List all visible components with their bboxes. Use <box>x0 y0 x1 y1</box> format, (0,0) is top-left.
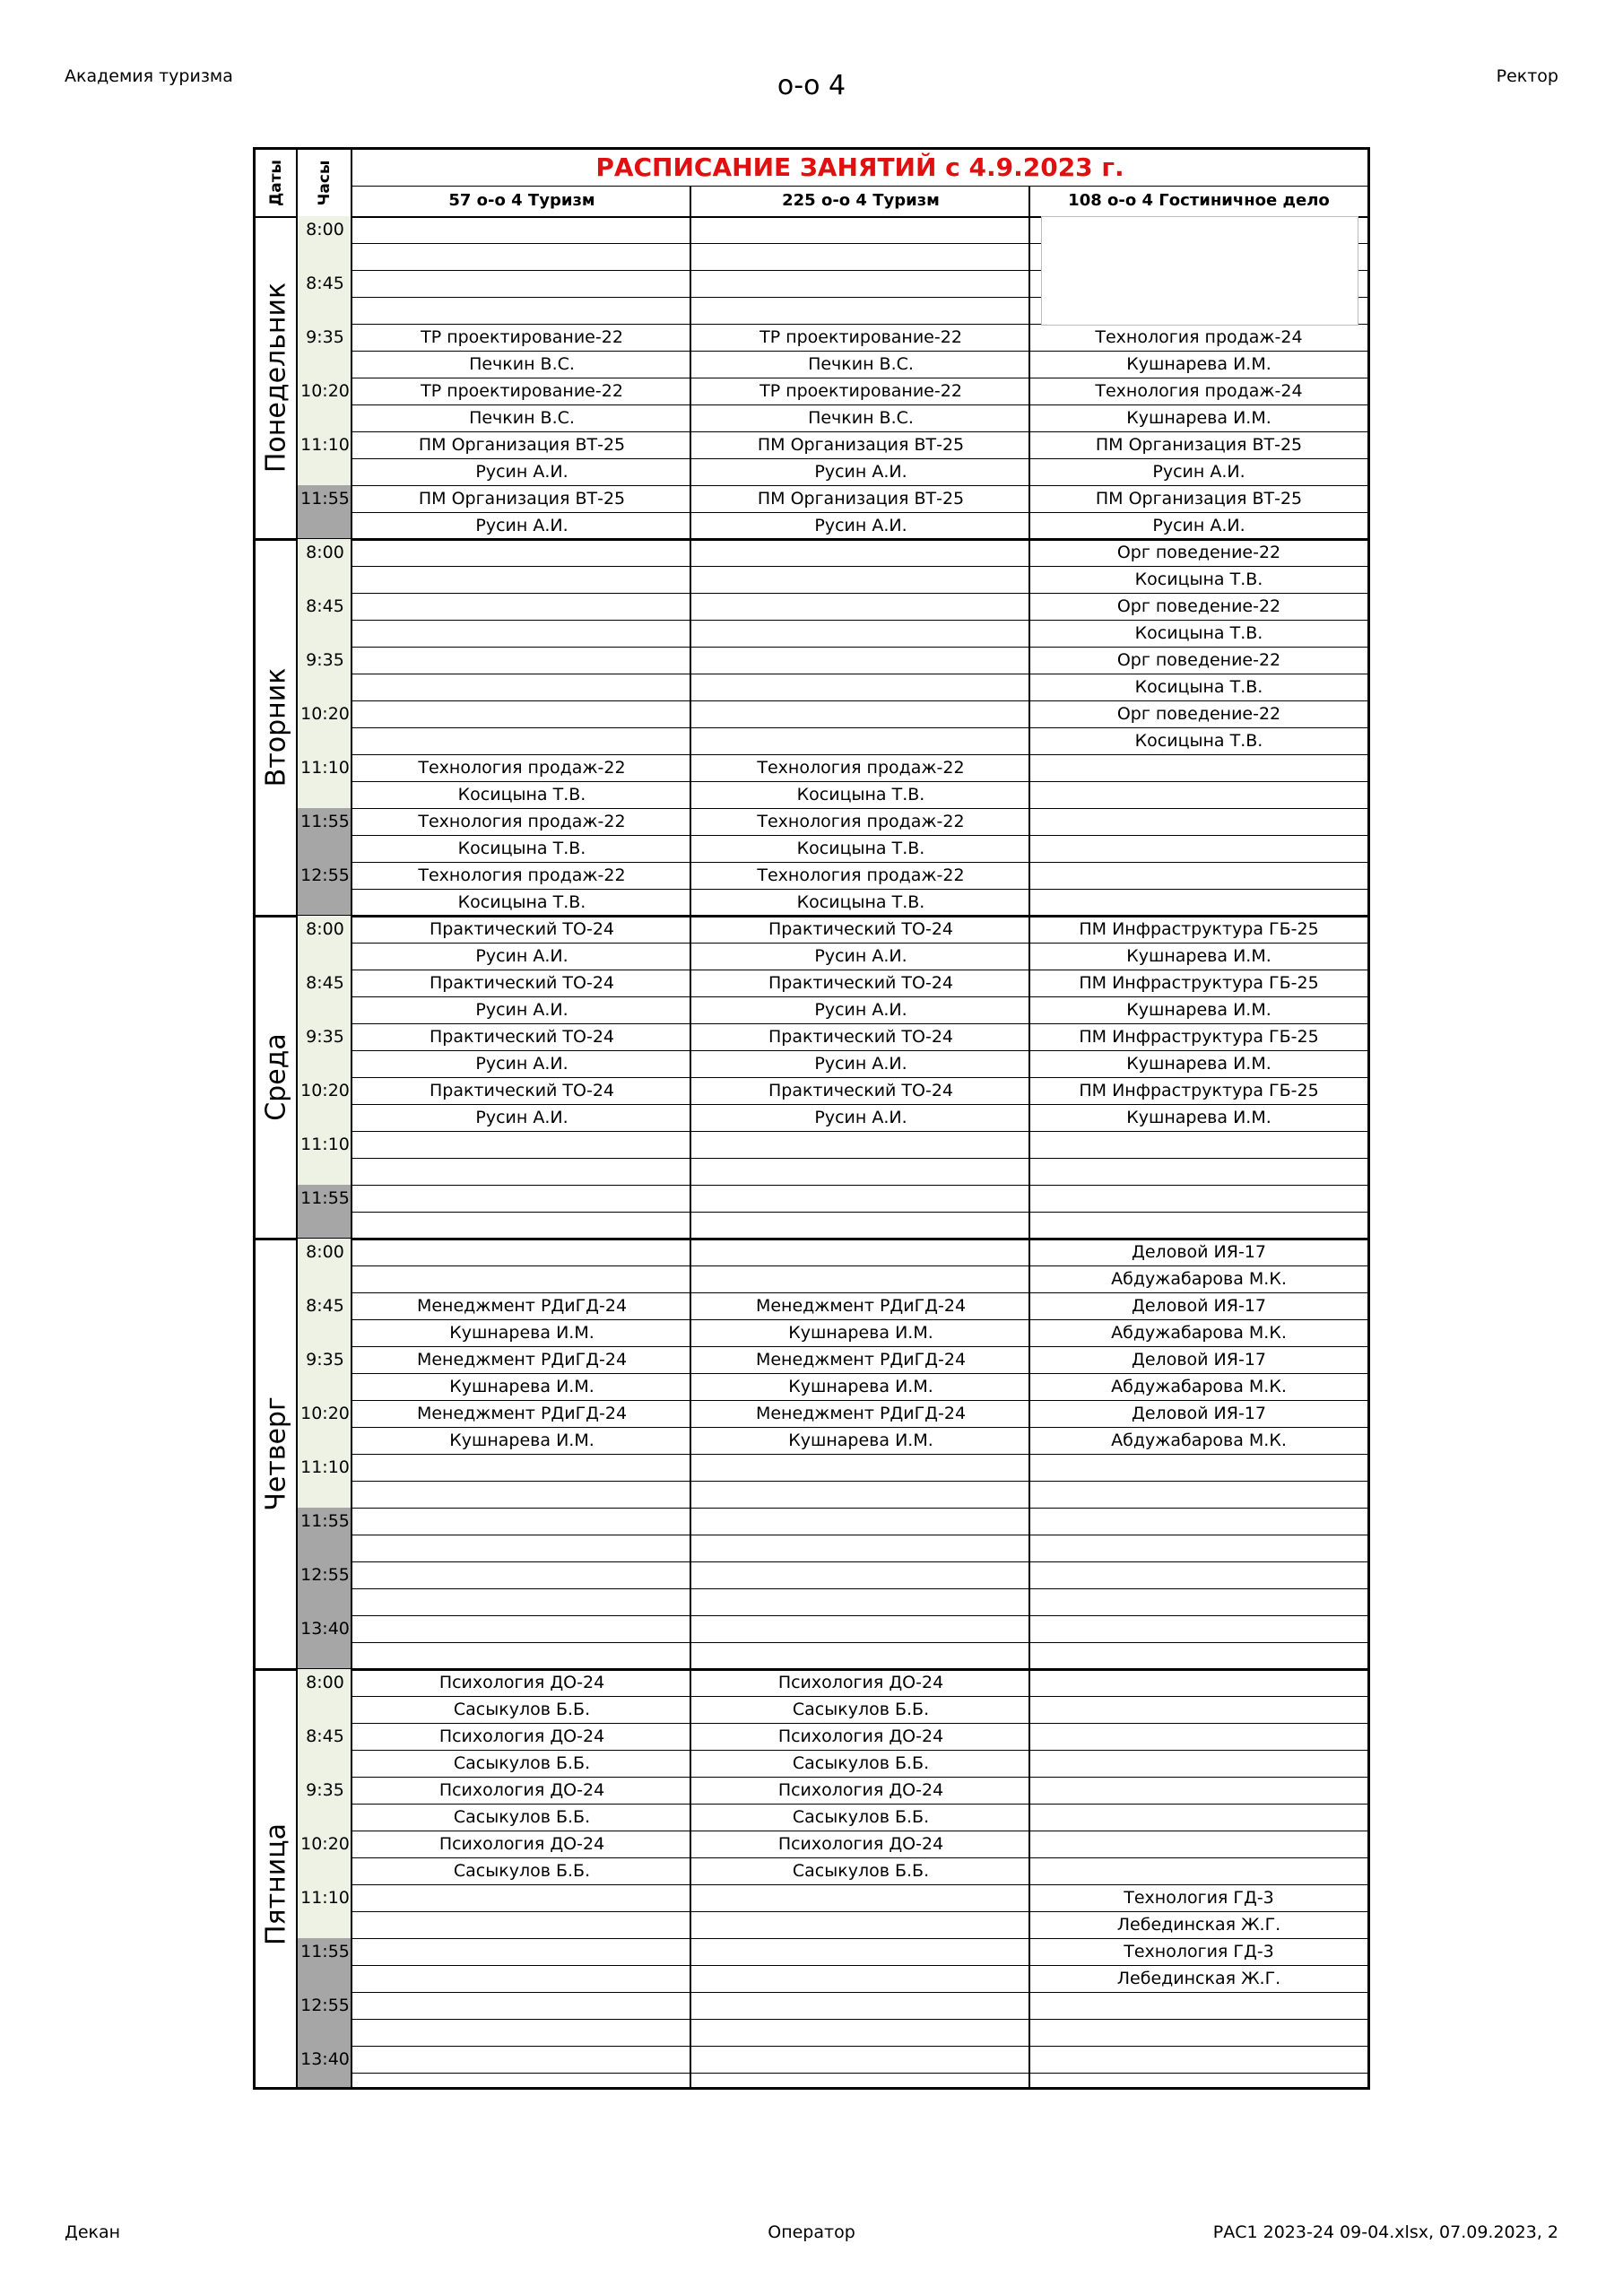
lesson-subject: ПМ Организация ВТ-25 <box>757 435 965 455</box>
lesson-teacher: Кушнарева И.М. <box>449 1377 595 1396</box>
lesson-teacher: Русин А.И. <box>1152 516 1245 535</box>
lesson-teacher: Русин А.И. <box>814 1054 907 1074</box>
lesson-subject: ТР проектирование-22 <box>421 381 623 401</box>
lesson-subject: ПМ Организация ВТ-25 <box>1095 435 1303 455</box>
lesson-subject: ПМ Организация ВТ-25 <box>1095 489 1303 509</box>
lesson-subject: Орг поведение-22 <box>1116 650 1281 670</box>
lesson-subject: ТР проектирование-22 <box>421 327 623 347</box>
lesson-teacher: Русин А.И. <box>814 1000 907 1020</box>
lesson-teacher: Кушнарева И.М. <box>1126 354 1271 374</box>
lesson-subject: Технология продаж-22 <box>757 865 965 885</box>
lesson-subject: Деловой ИЯ-17 <box>1132 1242 1266 1262</box>
lesson-subject: Технология продаж-22 <box>418 812 626 831</box>
lesson-teacher: Абдужабарова М.К. <box>1111 1377 1287 1396</box>
blank-note-box <box>1041 216 1358 326</box>
lesson-teacher: Косицына Т.В. <box>457 785 586 804</box>
lesson-subject: Технология продаж-22 <box>757 812 965 831</box>
slot-line <box>298 1131 1367 1132</box>
row-line <box>352 1642 1367 1643</box>
lesson-subject: Технология продаж-24 <box>1095 381 1303 401</box>
lesson-teacher: Сасыкулов Б.Б. <box>453 1861 591 1881</box>
slot-line <box>298 1292 1367 1293</box>
lesson-teacher: Кушнарева И.М. <box>788 1377 933 1396</box>
time-slot: 8:45 <box>306 973 344 993</box>
lesson-subject: Менеджмент РДиГД-24 <box>755 1404 967 1423</box>
lesson-teacher: Сасыкулов Б.Б. <box>453 1700 591 1719</box>
time-slot: 13:40 <box>300 2049 350 2069</box>
row-line <box>352 1804 1367 1805</box>
slot-line <box>298 1346 1367 1347</box>
footer-dean: Декан <box>65 2222 121 2242</box>
lesson-teacher: Сасыкулов Б.Б. <box>792 1753 930 1773</box>
row-line <box>352 1481 1367 1482</box>
lesson-teacher: Сасыкулов Б.Б. <box>792 1700 930 1719</box>
lesson-teacher: Печкин В.С. <box>469 408 575 428</box>
time-slot: 11:10 <box>300 1888 350 1908</box>
lesson-subject: ПМ Организация ВТ-25 <box>757 489 965 509</box>
lesson-teacher: Русин А.И. <box>814 516 907 535</box>
row-line <box>352 1050 1367 1051</box>
day-separator <box>256 1238 1367 1240</box>
lesson-teacher: Русин А.И. <box>814 462 907 482</box>
lesson-subject: Психология ДО-24 <box>777 1834 944 1854</box>
header-institution: Академия туризма <box>65 66 233 86</box>
row-line <box>352 1427 1367 1428</box>
row-line <box>352 2019 1367 2020</box>
slot-line <box>298 1938 1367 1939</box>
lesson-teacher: Косицына Т.В. <box>1134 731 1263 751</box>
lesson-subject: Деловой ИЯ-17 <box>1132 1350 1266 1370</box>
lesson-teacher: Русин А.И. <box>475 516 568 535</box>
header-group: о-о 4 <box>777 70 846 101</box>
slot-line <box>298 485 1367 486</box>
row-line <box>352 512 1367 513</box>
day-separator <box>256 915 1367 918</box>
row-line <box>352 1911 1367 1912</box>
title-divider <box>352 186 1367 187</box>
group-header-1: 57 о-о 4 Туризм <box>448 191 595 210</box>
time-slot: 8:45 <box>306 596 344 616</box>
footer-operator: Оператор <box>768 2222 855 2242</box>
time-slot: 10:20 <box>300 1404 350 1423</box>
lesson-subject: Практический ТО-24 <box>768 1027 954 1047</box>
lesson-teacher: Русин А.И. <box>475 462 568 482</box>
lesson-teacher: Сасыкулов Б.Б. <box>792 1807 930 1827</box>
time-slot: 11:10 <box>300 435 350 455</box>
time-slot: 8:00 <box>306 919 344 939</box>
lesson-teacher: Русин А.И. <box>475 946 568 966</box>
footer-file-info: РАС1 2023-24 09-04.xlsx, 07.09.2023, 2 <box>1212 2222 1558 2242</box>
slot-line <box>298 1777 1367 1778</box>
slot-line <box>298 1454 1367 1455</box>
time-slot: 8:45 <box>306 274 344 293</box>
lesson-teacher: Абдужабарова М.К. <box>1111 1323 1287 1343</box>
time-slot: 8:00 <box>306 543 344 562</box>
group-header-3: 108 о-о 4 Гостиничное дело <box>1068 191 1330 210</box>
lesson-teacher: Русин А.И. <box>475 1054 568 1074</box>
slot-line <box>298 1615 1367 1616</box>
lesson-subject: Орг поведение-22 <box>1116 704 1281 724</box>
row-line <box>352 351 1367 352</box>
lesson-subject: Психология ДО-24 <box>438 1673 605 1692</box>
row-line <box>352 1212 1367 1213</box>
time-slot: 11:55 <box>300 1942 350 1961</box>
slot-line <box>298 1884 1367 1885</box>
row-line <box>352 889 1367 890</box>
lesson-teacher: Кушнарева И.М. <box>1126 1108 1271 1127</box>
lesson-teacher: Абдужабарова М.К. <box>1111 1431 1287 1450</box>
time-slot: 12:55 <box>300 1565 350 1585</box>
lesson-subject: Психология ДО-24 <box>438 1726 605 1746</box>
time-slot: 10:20 <box>300 1081 350 1100</box>
time-slot: 9:35 <box>306 1780 344 1800</box>
lesson-teacher: Косицына Т.В. <box>1134 677 1263 697</box>
time-slot: 9:35 <box>306 1350 344 1370</box>
slot-line <box>298 431 1367 432</box>
time-slot: 11:55 <box>300 812 350 831</box>
col-divider-group-1 <box>690 186 691 2087</box>
row-line <box>352 404 1367 405</box>
lesson-subject: Технология продаж-22 <box>757 758 965 778</box>
lesson-teacher: Кушнарева И.М. <box>449 1323 595 1343</box>
lesson-subject: Технология продаж-22 <box>418 865 626 885</box>
slot-line <box>298 700 1367 701</box>
col-divider-group-2 <box>1028 186 1030 2087</box>
lesson-subject: Психология ДО-24 <box>777 1726 944 1746</box>
day-label: Среда <box>260 1033 292 1121</box>
lesson-subject: Деловой ИЯ-17 <box>1132 1404 1266 1423</box>
lesson-subject: ПМ Организация ВТ-25 <box>418 435 626 455</box>
day-separator <box>256 1668 1367 1671</box>
day-label: Вторник <box>260 667 292 787</box>
row-line <box>352 566 1367 567</box>
day-label: Четверг <box>260 1396 292 1511</box>
lesson-teacher: Печкин В.С. <box>469 354 575 374</box>
lesson-subject: Технология продаж-24 <box>1095 327 1303 347</box>
lesson-teacher: Кушнарева И.М. <box>1126 1000 1271 1020</box>
lesson-teacher: Кушнарева И.М. <box>449 1431 595 1450</box>
lesson-subject: Практический ТО-24 <box>429 919 615 939</box>
day-separator <box>256 538 1367 541</box>
row-line <box>352 1696 1367 1697</box>
time-slot: 8:45 <box>306 1726 344 1746</box>
schedule-table <box>253 147 1370 2090</box>
lesson-teacher: Русин А.И. <box>814 1108 907 1127</box>
slot-line <box>298 1400 1367 1401</box>
lesson-subject: ПМ Инфраструктура ГБ-25 <box>1079 973 1319 993</box>
slot-line <box>298 862 1367 863</box>
slot-line <box>298 754 1367 755</box>
lesson-teacher: Кушнарева И.М. <box>1126 408 1271 428</box>
lesson-subject: Технология ГД-3 <box>1124 1888 1274 1908</box>
time-slot: 11:10 <box>300 758 350 778</box>
row-line <box>352 1104 1367 1105</box>
row-line <box>352 1857 1367 1858</box>
time-slot: 9:35 <box>306 327 344 347</box>
lesson-subject: Менеджмент РДиГД-24 <box>416 1296 628 1316</box>
row-line <box>352 835 1367 836</box>
slot-line <box>298 1185 1367 1186</box>
row-line <box>352 1373 1367 1374</box>
row-line <box>352 1588 1367 1589</box>
lesson-teacher: Косицына Т.В. <box>457 892 586 912</box>
slot-line <box>298 808 1367 809</box>
lesson-subject: Орг поведение-22 <box>1116 596 1281 616</box>
lesson-subject: ПМ Инфраструктура ГБ-25 <box>1079 1027 1319 1047</box>
lesson-teacher: Косицына Т.В. <box>457 839 586 858</box>
slot-line <box>298 1561 1367 1562</box>
lesson-teacher: Косицына Т.В. <box>796 839 925 858</box>
row-line <box>352 1265 1367 1266</box>
time-slot: 11:10 <box>300 1135 350 1154</box>
lesson-subject: ПМ Инфраструктура ГБ-25 <box>1079 919 1319 939</box>
lesson-teacher: Кушнарева И.М. <box>1126 1054 1271 1074</box>
lesson-teacher: Русин А.И. <box>475 1000 568 1020</box>
lesson-teacher: Печкин В.С. <box>808 354 914 374</box>
lesson-subject: Технология ГД-3 <box>1124 1942 1274 1961</box>
column-header-hours: Часы <box>316 160 334 206</box>
row-line <box>352 1965 1367 1966</box>
lesson-teacher: Косицына Т.В. <box>1134 623 1263 643</box>
lesson-subject: Менеджмент РДиГД-24 <box>416 1404 628 1423</box>
lesson-teacher: Русин А.И. <box>814 946 907 966</box>
lesson-subject: Психология ДО-24 <box>777 1780 944 1800</box>
lesson-subject: ТР проектирование-22 <box>759 381 962 401</box>
lesson-teacher: Сасыкулов Б.Б. <box>792 1861 930 1881</box>
row-line <box>352 996 1367 997</box>
lesson-teacher: Русин А.И. <box>475 1108 568 1127</box>
row-line <box>352 458 1367 459</box>
slot-line <box>298 647 1367 648</box>
row-line <box>352 1319 1367 1320</box>
lesson-subject: Деловой ИЯ-17 <box>1132 1296 1266 1316</box>
time-slot: 11:55 <box>300 489 350 509</box>
lesson-subject: Менеджмент РДиГД-24 <box>755 1296 967 1316</box>
lesson-teacher: Лебединская Ж.Г. <box>1116 1915 1281 1935</box>
schedule-title: РАСПИСАНИЕ ЗАНЯТИЙ с 4.9.2023 г. <box>595 152 1124 182</box>
lesson-teacher: Лебединская Ж.Г. <box>1116 1969 1281 1988</box>
slot-line <box>298 593 1367 594</box>
day-label: Пятница <box>260 1823 292 1945</box>
lesson-teacher: Кушнарева И.М. <box>1126 946 1271 966</box>
time-slot: 8:00 <box>306 1673 344 1692</box>
lesson-subject: Технология продаж-22 <box>418 758 626 778</box>
slot-line <box>298 1077 1367 1078</box>
col-divider-dates <box>296 150 298 2087</box>
slot-line <box>298 2046 1367 2047</box>
time-slot: 10:20 <box>300 704 350 724</box>
lesson-subject: Психология ДО-24 <box>438 1780 605 1800</box>
slot-line <box>298 1023 1367 1024</box>
column-header-dates: Даты <box>267 160 285 206</box>
lesson-teacher: Печкин В.С. <box>808 408 914 428</box>
time-slot: 9:35 <box>306 650 344 670</box>
row-line <box>352 2073 1367 2074</box>
slot-line <box>298 1992 1367 1993</box>
lesson-subject: Психология ДО-24 <box>438 1834 605 1854</box>
time-slot: 11:55 <box>300 1511 350 1531</box>
lesson-teacher: Абдужабарова М.К. <box>1111 1269 1287 1289</box>
lesson-teacher: Кушнарева И.М. <box>788 1323 933 1343</box>
slot-line <box>298 1508 1367 1509</box>
row-line <box>352 943 1367 944</box>
lesson-teacher: Сасыкулов Б.Б. <box>453 1807 591 1827</box>
lesson-teacher: Косицына Т.В. <box>796 892 925 912</box>
lesson-subject: Практический ТО-24 <box>429 973 615 993</box>
lesson-teacher: Русин А.И. <box>1152 462 1245 482</box>
time-slot: 10:20 <box>300 1834 350 1854</box>
time-slot: 8:00 <box>306 220 344 239</box>
time-slot: 13:40 <box>300 1619 350 1639</box>
lesson-subject: ПМ Инфраструктура ГБ-25 <box>1079 1081 1319 1100</box>
lesson-subject: Практический ТО-24 <box>429 1081 615 1100</box>
lesson-subject: ТР проектирование-22 <box>759 327 962 347</box>
lesson-subject: Практический ТО-24 <box>768 919 954 939</box>
time-slot: 12:55 <box>300 1996 350 2015</box>
lesson-subject: ПМ Организация ВТ-25 <box>418 489 626 509</box>
time-slot: 9:35 <box>306 1027 344 1047</box>
group-header-2: 225 о-о 4 Туризм <box>782 191 940 210</box>
lesson-teacher: Косицына Т.В. <box>1134 570 1263 589</box>
row-line <box>352 620 1367 621</box>
lesson-teacher: Косицына Т.В. <box>796 785 925 804</box>
lesson-subject: Практический ТО-24 <box>768 1081 954 1100</box>
time-slot: 12:55 <box>300 865 350 885</box>
lesson-subject: Практический ТО-24 <box>429 1027 615 1047</box>
row-line <box>352 781 1367 782</box>
row-line <box>352 1158 1367 1159</box>
row-line <box>352 727 1367 728</box>
lesson-subject: Орг поведение-22 <box>1116 543 1281 562</box>
lesson-teacher: Кушнарева И.М. <box>788 1431 933 1450</box>
col-divider-hours <box>351 150 352 2087</box>
time-slot: 8:45 <box>306 1296 344 1316</box>
lesson-subject: Практический ТО-24 <box>768 973 954 993</box>
lesson-subject: Менеджмент РДиГД-24 <box>416 1350 628 1370</box>
lesson-teacher: Сасыкулов Б.Б. <box>453 1753 591 1773</box>
slot-line <box>298 1723 1367 1724</box>
time-slot: 8:00 <box>306 1242 344 1262</box>
header-rector: Ректор <box>1496 66 1558 86</box>
time-slot: 11:10 <box>300 1457 350 1477</box>
time-slot: 10:20 <box>300 381 350 401</box>
row-line <box>352 1750 1367 1751</box>
lesson-subject: Психология ДО-24 <box>777 1673 944 1692</box>
day-label: Понедельник <box>260 282 292 474</box>
lesson-subject: Менеджмент РДиГД-24 <box>755 1350 967 1370</box>
time-slot: 11:55 <box>300 1188 350 1208</box>
